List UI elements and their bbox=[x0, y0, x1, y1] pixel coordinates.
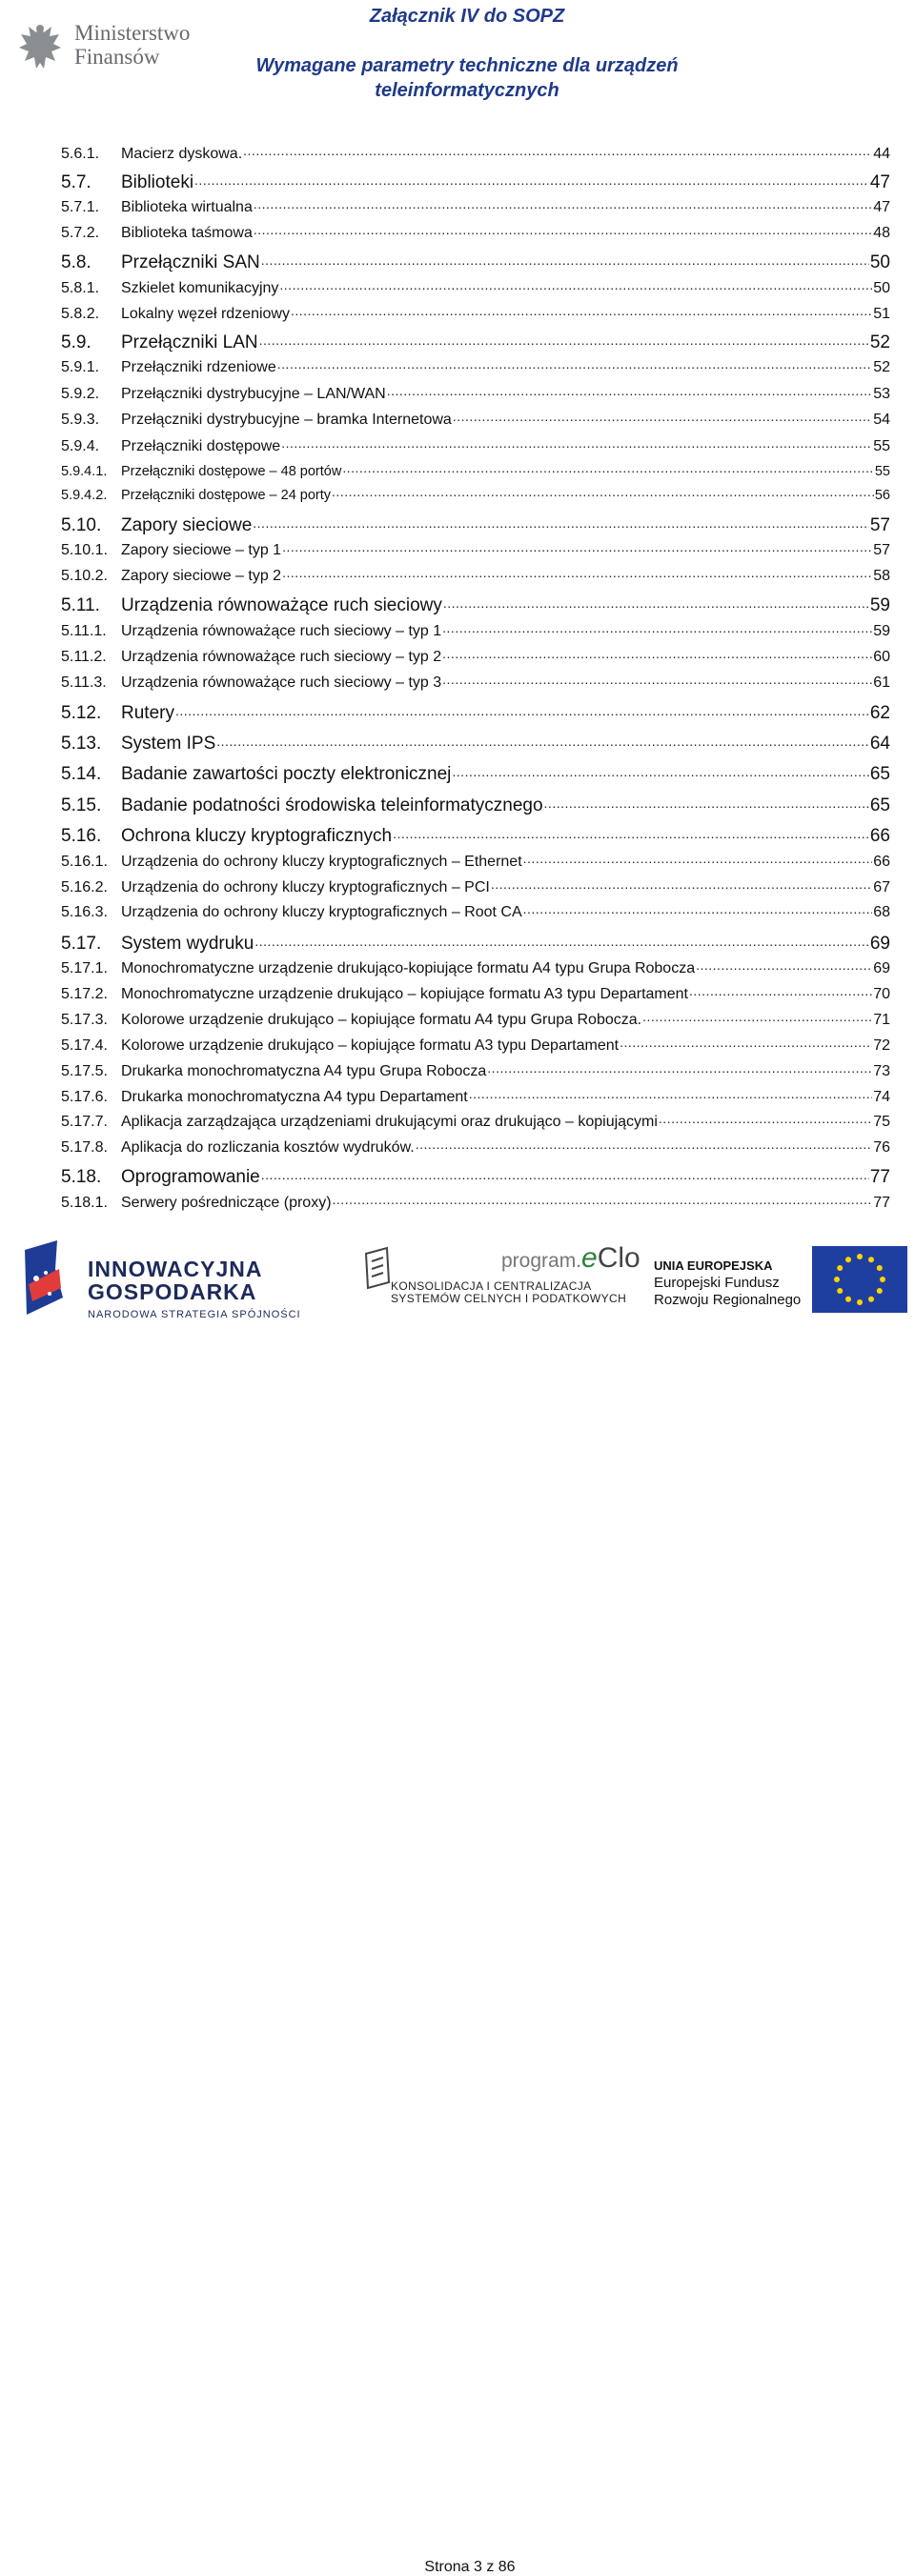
toc-entry-title: Kolorowe urządzenie drukująco – kopiujące formatu A3 typu Departament bbox=[121, 1037, 620, 1054]
toc-entry[interactable] bbox=[61, 435, 890, 455]
toc-entry[interactable] bbox=[61, 143, 890, 163]
kic-line-2: SYSTEMÓW CELNYCH I PODATKOWYCH bbox=[391, 1292, 627, 1305]
toc-entry-page: 57 bbox=[873, 542, 890, 558]
toc-dot-leader bbox=[342, 461, 874, 475]
toc-entry[interactable] bbox=[61, 539, 890, 559]
toc-dot-leader bbox=[259, 330, 869, 348]
toc-entry-number: 5.9. bbox=[61, 332, 92, 352]
toc-entry[interactable] bbox=[61, 383, 890, 403]
eu-star bbox=[837, 1288, 843, 1294]
toc-entry-title: Przełączniki dostępowe – 48 portów bbox=[121, 463, 342, 479]
toc-dot-leader bbox=[620, 1035, 872, 1050]
toc-dot-leader bbox=[281, 435, 872, 451]
toc-entry-page: 58 bbox=[873, 568, 890, 584]
toc-entry-title: System wydruku bbox=[121, 934, 254, 954]
toc-entry-number: 5.18. bbox=[61, 1167, 102, 1187]
toc-dot-leader bbox=[387, 383, 872, 398]
ig-line-2: GOSPODARKA bbox=[88, 1279, 257, 1304]
toc-dot-leader bbox=[261, 1164, 869, 1182]
subtitle-line-2: teleinformatycznych bbox=[375, 80, 559, 101]
toc-entry[interactable] bbox=[61, 330, 890, 353]
toc-entry-title: Urządzenia do ochrony kluczy kryptograficznych – Root CA bbox=[121, 904, 522, 920]
toc-entry-title: Zapory sieciowe – typ 1 bbox=[121, 542, 282, 558]
toc-dot-leader bbox=[277, 356, 872, 372]
toc-entry-number: 5.8. bbox=[61, 252, 92, 272]
eu-star bbox=[877, 1265, 883, 1271]
toc-dot-leader bbox=[443, 593, 869, 611]
eu-star bbox=[845, 1297, 851, 1302]
toc-entry[interactable] bbox=[61, 646, 890, 666]
toc-entry-number: 5.11.2. bbox=[61, 649, 107, 665]
toc-entry[interactable] bbox=[61, 672, 890, 692]
toc-entry-page: 75 bbox=[873, 1114, 890, 1130]
toc-entry[interactable] bbox=[61, 1111, 890, 1131]
toc-entry-page: 57 bbox=[869, 515, 890, 535]
toc-entry-title: Zapory sieciowe bbox=[121, 515, 253, 535]
toc-entry-title: Aplikacja do rozliczania kosztów wydruków. bbox=[121, 1139, 415, 1156]
toc-entry[interactable] bbox=[61, 1137, 890, 1157]
toc-entry-title: Badanie zawartości poczty elektronicznej bbox=[121, 764, 452, 784]
toc-entry-page: 52 bbox=[869, 332, 890, 352]
toc-entry-page: 53 bbox=[873, 386, 890, 402]
toc-entry-number: 5.7.2. bbox=[61, 225, 100, 241]
logo-line-1: Ministerstwo bbox=[74, 21, 191, 45]
toc-dot-leader bbox=[442, 620, 872, 635]
toc-dot-leader bbox=[333, 1192, 873, 1207]
toc-entry[interactable] bbox=[61, 761, 890, 785]
toc-entry-number: 5.11.1. bbox=[61, 623, 107, 639]
toc-entry-page: 59 bbox=[873, 623, 890, 639]
toc-entry[interactable] bbox=[61, 620, 890, 640]
toc-entry[interactable] bbox=[61, 931, 890, 955]
toc-entry-number: 5.9.4.2. bbox=[61, 487, 108, 503]
toc-dot-leader bbox=[393, 823, 869, 841]
toc-entry[interactable] bbox=[61, 700, 890, 724]
toc-entry-page: 52 bbox=[873, 359, 890, 375]
logo-line-2: Finansów bbox=[74, 45, 160, 69]
eu-star bbox=[857, 1299, 863, 1305]
toc-entry-page: 54 bbox=[873, 412, 890, 428]
toc-entry-title: Przełączniki dystrybucyjne – LAN/WAN bbox=[121, 386, 386, 402]
toc-entry[interactable] bbox=[61, 485, 890, 503]
toc-dot-leader bbox=[452, 761, 868, 779]
toc-entry-page: 74 bbox=[873, 1089, 890, 1105]
toc-dot-leader bbox=[282, 539, 872, 554]
toc-entry-number: 5.16.3. bbox=[61, 904, 108, 920]
national-cohesion-strategy: NARODOWA STRATEGIA SPÓJNOŚCI bbox=[88, 1309, 301, 1320]
toc-entry-number: 5.16. bbox=[61, 826, 102, 846]
toc-entry-title: Aplikacja zarządzająca urządzeniami drukującymi oraz drukująco – kopiującymi bbox=[121, 1114, 658, 1130]
toc-entry-page: 55 bbox=[874, 463, 890, 479]
kic-logo-text bbox=[391, 1280, 626, 1305]
toc-entry-title: Urządzenia równoważące ruch sieciowy – typ 2 bbox=[121, 649, 442, 665]
toc-entry-title: Rutery bbox=[121, 703, 174, 723]
toc-entry[interactable] bbox=[61, 1035, 890, 1055]
toc-entry-page: 61 bbox=[873, 674, 890, 691]
toc-entry[interactable] bbox=[61, 196, 890, 216]
toc-entry[interactable] bbox=[61, 876, 890, 896]
eu-line-2: Europejski Fundusz bbox=[654, 1275, 780, 1291]
ig-line-1: INNOWACYJNA bbox=[88, 1257, 263, 1281]
toc-entry-title: Drukarka monochromatyczna A4 typu Departament bbox=[121, 1089, 468, 1105]
toc-dot-leader bbox=[254, 931, 868, 949]
toc-entry-number: 5.17.6. bbox=[61, 1089, 108, 1105]
toc-dot-leader bbox=[243, 143, 872, 158]
toc-entry-title: Biblioteka wirtualna bbox=[121, 199, 253, 215]
toc-entry-number: 5.9.2. bbox=[61, 386, 100, 402]
toc-entry-page: 44 bbox=[873, 146, 890, 162]
toc-entry[interactable] bbox=[61, 1192, 890, 1212]
toc-entry[interactable] bbox=[61, 170, 890, 193]
footer-logos bbox=[0, 1238, 915, 2575]
toc-entry-number: 5.8.1. bbox=[61, 280, 100, 296]
toc-entry[interactable] bbox=[61, 565, 890, 585]
toc-entry-title: Urządzenia równoważące ruch sieciowy – typ 3 bbox=[121, 674, 442, 691]
toc-entry-title: Kolorowe urządzenie drukująco – kopiujące formatu A4 typu Grupa Robocza. bbox=[121, 1012, 642, 1028]
eu-star bbox=[845, 1257, 851, 1262]
toc-entry-page: 60 bbox=[873, 649, 890, 665]
toc-dot-leader bbox=[254, 196, 872, 211]
toc-entry-number: 5.6.1. bbox=[61, 146, 100, 162]
toc-entry-number: 5.15. bbox=[61, 795, 102, 815]
toc-entry-title: Macierz dyskowa. bbox=[121, 146, 243, 162]
toc-entry-title: Drukarka monochromatyczna A4 typu Grupa Robocza bbox=[121, 1063, 487, 1079]
eclo-program-label: program. bbox=[501, 1250, 582, 1272]
toc-dot-leader bbox=[544, 793, 869, 811]
annex-title: Załącznik IV do SOPZ bbox=[369, 6, 565, 27]
subtitle-line-1: Wymagane parametry techniczne dla urządzeń bbox=[255, 55, 679, 76]
toc-entry-page: 56 bbox=[874, 487, 890, 503]
toc-dot-leader bbox=[487, 1060, 872, 1076]
toc-entry[interactable] bbox=[61, 513, 890, 536]
toc-entry[interactable] bbox=[61, 731, 890, 755]
toc-entry-number: 5.11. bbox=[61, 595, 100, 615]
toc-entry[interactable] bbox=[61, 851, 890, 871]
toc-entry-page: 65 bbox=[869, 764, 890, 784]
toc-entry[interactable] bbox=[61, 250, 890, 273]
toc-entry-number: 5.10.2. bbox=[61, 568, 108, 584]
toc-entry-number: 5.16.1. bbox=[61, 854, 108, 870]
innovative-economy-flag-icon bbox=[21, 1240, 65, 1317]
page-number: Strona 3 z 86 bbox=[424, 2559, 516, 2575]
toc-dot-leader bbox=[416, 1137, 873, 1152]
toc-entry-title: Lokalny węzeł rdzeniowy bbox=[121, 306, 290, 322]
toc-entry-page: 66 bbox=[869, 826, 890, 846]
document-subtitle bbox=[172, 53, 762, 103]
toc-entry-page: 62 bbox=[869, 703, 890, 723]
toc-entry-title: Biblioteki bbox=[121, 172, 194, 192]
toc-entry[interactable] bbox=[61, 901, 890, 921]
toc-dot-leader bbox=[261, 250, 869, 268]
toc-dot-leader bbox=[642, 1009, 872, 1024]
toc-dot-leader bbox=[659, 1111, 872, 1126]
eu-fund-text bbox=[654, 1258, 801, 1309]
toc-dot-leader bbox=[442, 672, 872, 687]
toc-entry-number: 5.11.3. bbox=[61, 674, 107, 691]
toc-entry-number: 5.17.5. bbox=[61, 1063, 108, 1079]
toc-dot-leader bbox=[696, 957, 872, 973]
toc-entry[interactable] bbox=[61, 1086, 890, 1106]
toc-entry-page: 67 bbox=[873, 879, 890, 896]
toc-entry-title: Szkielet komunikacyjny bbox=[121, 280, 279, 296]
toc-entry[interactable] bbox=[61, 1009, 890, 1029]
toc-entry-title: Badanie podatności środowiska teleinformatycznego bbox=[121, 795, 543, 815]
toc-entry-page: 64 bbox=[869, 734, 890, 754]
eu-star bbox=[868, 1297, 874, 1302]
toc-entry-title: Przełączniki dostępowe – 24 porty bbox=[121, 487, 332, 503]
toc-entry[interactable] bbox=[61, 983, 890, 1003]
toc-entry-page: 73 bbox=[873, 1063, 890, 1079]
toc-entry[interactable] bbox=[61, 303, 890, 323]
toc-entry-number: 5.10.1. bbox=[61, 542, 108, 558]
toc-entry-title: Przełączniki SAN bbox=[121, 252, 260, 272]
toc-entry-title: Oprogramowanie bbox=[121, 1167, 260, 1187]
toc-entry-title: Przełączniki dystrybucyjne – bramka Internetowa bbox=[121, 412, 452, 428]
toc-entry-title: Zapory sieciowe – typ 2 bbox=[121, 568, 282, 584]
toc-dot-leader bbox=[279, 277, 872, 292]
toc-entry-number: 5.17.2. bbox=[61, 986, 108, 1002]
toc-entry[interactable] bbox=[61, 1164, 890, 1188]
toc-entry-title: Urządzenia równoważące ruch sieciowy bbox=[121, 595, 442, 615]
toc-entry-number: 5.17.1. bbox=[61, 960, 108, 976]
toc-entry-page: 77 bbox=[873, 1195, 890, 1211]
toc-entry-number: 5.17.3. bbox=[61, 1012, 108, 1028]
toc-entry-title: System IPS bbox=[121, 734, 216, 754]
toc-entry-number: 5.10. bbox=[61, 515, 102, 535]
toc-entry-number: 5.17. bbox=[61, 934, 102, 954]
toc-entry-page: 72 bbox=[873, 1037, 890, 1054]
toc-entry-number: 5.13. bbox=[61, 734, 102, 754]
toc-entry-page: 70 bbox=[873, 986, 890, 1002]
toc-entry[interactable] bbox=[61, 277, 890, 297]
toc-entry-title: Urządzenia równoważące ruch sieciowy – typ 1 bbox=[121, 623, 442, 639]
toc-entry-page: 55 bbox=[873, 438, 890, 454]
toc-entry-title: Przełączniki rdzeniowe bbox=[121, 359, 276, 375]
toc-entry-number: 5.17.7. bbox=[61, 1114, 108, 1130]
toc-entry-page: 47 bbox=[869, 172, 890, 192]
toc-dot-leader bbox=[282, 565, 872, 580]
toc-entry-page: 50 bbox=[869, 252, 890, 272]
eu-star bbox=[877, 1288, 883, 1294]
toc-entry-page: 68 bbox=[873, 904, 890, 920]
toc-dot-leader bbox=[442, 646, 872, 661]
toc-entry[interactable] bbox=[61, 1060, 890, 1080]
eclo-e-letter: e bbox=[581, 1242, 598, 1274]
toc-entry-title: Serwery pośredniczące (proxy) bbox=[121, 1195, 332, 1211]
toc-entry-number: 5.12. bbox=[61, 703, 102, 723]
eclo-clo-letters: Clo bbox=[597, 1242, 640, 1274]
toc-dot-leader bbox=[469, 1086, 872, 1101]
toc-entry-number: 5.17.8. bbox=[61, 1139, 108, 1156]
toc-dot-leader bbox=[523, 851, 873, 866]
toc-entry-page: 51 bbox=[873, 306, 890, 322]
toc-entry-number: 5.17.4. bbox=[61, 1037, 108, 1054]
eu-line-1: UNIA EUROPEJSKA bbox=[654, 1258, 773, 1273]
toc-entry-number: 5.7.1. bbox=[61, 199, 100, 215]
toc-dot-leader bbox=[491, 876, 872, 892]
ministry-logo bbox=[15, 19, 196, 76]
toc-entry[interactable] bbox=[61, 593, 890, 616]
toc-entry-page: 76 bbox=[873, 1139, 890, 1156]
toc-entry-page: 65 bbox=[869, 795, 890, 815]
toc-entry-page: 59 bbox=[869, 595, 890, 615]
toc-entry[interactable] bbox=[61, 409, 890, 429]
toc-entry-title: Ochrona kluczy kryptograficznych bbox=[121, 826, 393, 846]
toc-dot-leader bbox=[453, 409, 872, 424]
eagle-emblem-icon bbox=[15, 21, 65, 74]
toc-dot-leader bbox=[254, 222, 872, 237]
toc-entry[interactable] bbox=[61, 356, 890, 376]
toc-entry-title: Przełączniki dostępowe bbox=[121, 438, 281, 454]
eclo-program-logo bbox=[501, 1242, 640, 1275]
toc-entry[interactable] bbox=[61, 793, 890, 816]
eu-line-3: Rozwoju Regionalnego bbox=[654, 1292, 802, 1308]
toc-entry-page: 50 bbox=[873, 280, 890, 296]
toc-entry-title: Monochromatyczne urządzenie drukująco – kopiujące formatu A3 typu Departament bbox=[121, 986, 688, 1002]
eu-flag-icon bbox=[812, 1246, 907, 1313]
toc-entry-page: 77 bbox=[869, 1167, 890, 1187]
toc-entry-page: 69 bbox=[873, 960, 890, 976]
toc-entry-title: Biblioteka taśmowa bbox=[121, 225, 253, 241]
toc-dot-leader bbox=[175, 700, 869, 718]
toc-dot-leader bbox=[689, 983, 872, 998]
toc-entry-number: 5.7. bbox=[61, 172, 92, 192]
toc-entry[interactable] bbox=[61, 823, 890, 847]
eu-star bbox=[868, 1257, 874, 1262]
innovative-economy-logo-text bbox=[88, 1258, 263, 1303]
toc-entry[interactable] bbox=[61, 461, 890, 479]
toc-entry-number: 5.14. bbox=[61, 764, 102, 784]
toc-dot-leader bbox=[194, 170, 869, 188]
toc-entry-page: 69 bbox=[869, 934, 890, 954]
toc-entry-number: 5.9.4.1. bbox=[61, 463, 108, 479]
toc-entry-number: 5.8.2. bbox=[61, 306, 100, 322]
toc-entry[interactable] bbox=[61, 957, 890, 977]
kic-line-1: KONSOLIDACJA I CENTRALIZACJA bbox=[391, 1279, 592, 1293]
toc-dot-leader bbox=[523, 901, 873, 916]
toc-entry-page: 48 bbox=[873, 225, 890, 241]
toc-entry-title: Urządzenia do ochrony kluczy kryptograficznych – PCI bbox=[121, 879, 490, 896]
toc-dot-leader bbox=[216, 731, 869, 749]
toc-entry-page: 47 bbox=[873, 199, 890, 215]
toc-entry-title: Przełączniki LAN bbox=[121, 332, 258, 352]
toc-dot-leader bbox=[332, 485, 874, 499]
toc-entry-title: Monochromatyczne urządzenie drukująco-kopiujące formatu A4 typu Grupa Robocza bbox=[121, 960, 696, 976]
toc-entry-number: 5.9.1. bbox=[61, 359, 100, 375]
toc-entry-page: 71 bbox=[873, 1012, 890, 1028]
toc-entry[interactable] bbox=[61, 222, 890, 242]
toc-dot-leader bbox=[253, 513, 869, 531]
eu-star bbox=[837, 1265, 843, 1271]
toc-entry-title: Urządzenia do ochrony kluczy kryptograficznych – Ethernet bbox=[121, 854, 522, 870]
toc-entry-number: 5.18.1. bbox=[61, 1195, 108, 1211]
toc-entry-number: 5.9.4. bbox=[61, 438, 100, 454]
toc-entry-page: 66 bbox=[873, 854, 890, 870]
toc-entry-number: 5.9.3. bbox=[61, 412, 100, 428]
toc-dot-leader bbox=[291, 303, 872, 318]
eu-star bbox=[880, 1277, 885, 1282]
eu-star bbox=[857, 1254, 863, 1259]
toc-entry-number: 5.16.2. bbox=[61, 879, 108, 896]
eu-star bbox=[834, 1277, 840, 1282]
